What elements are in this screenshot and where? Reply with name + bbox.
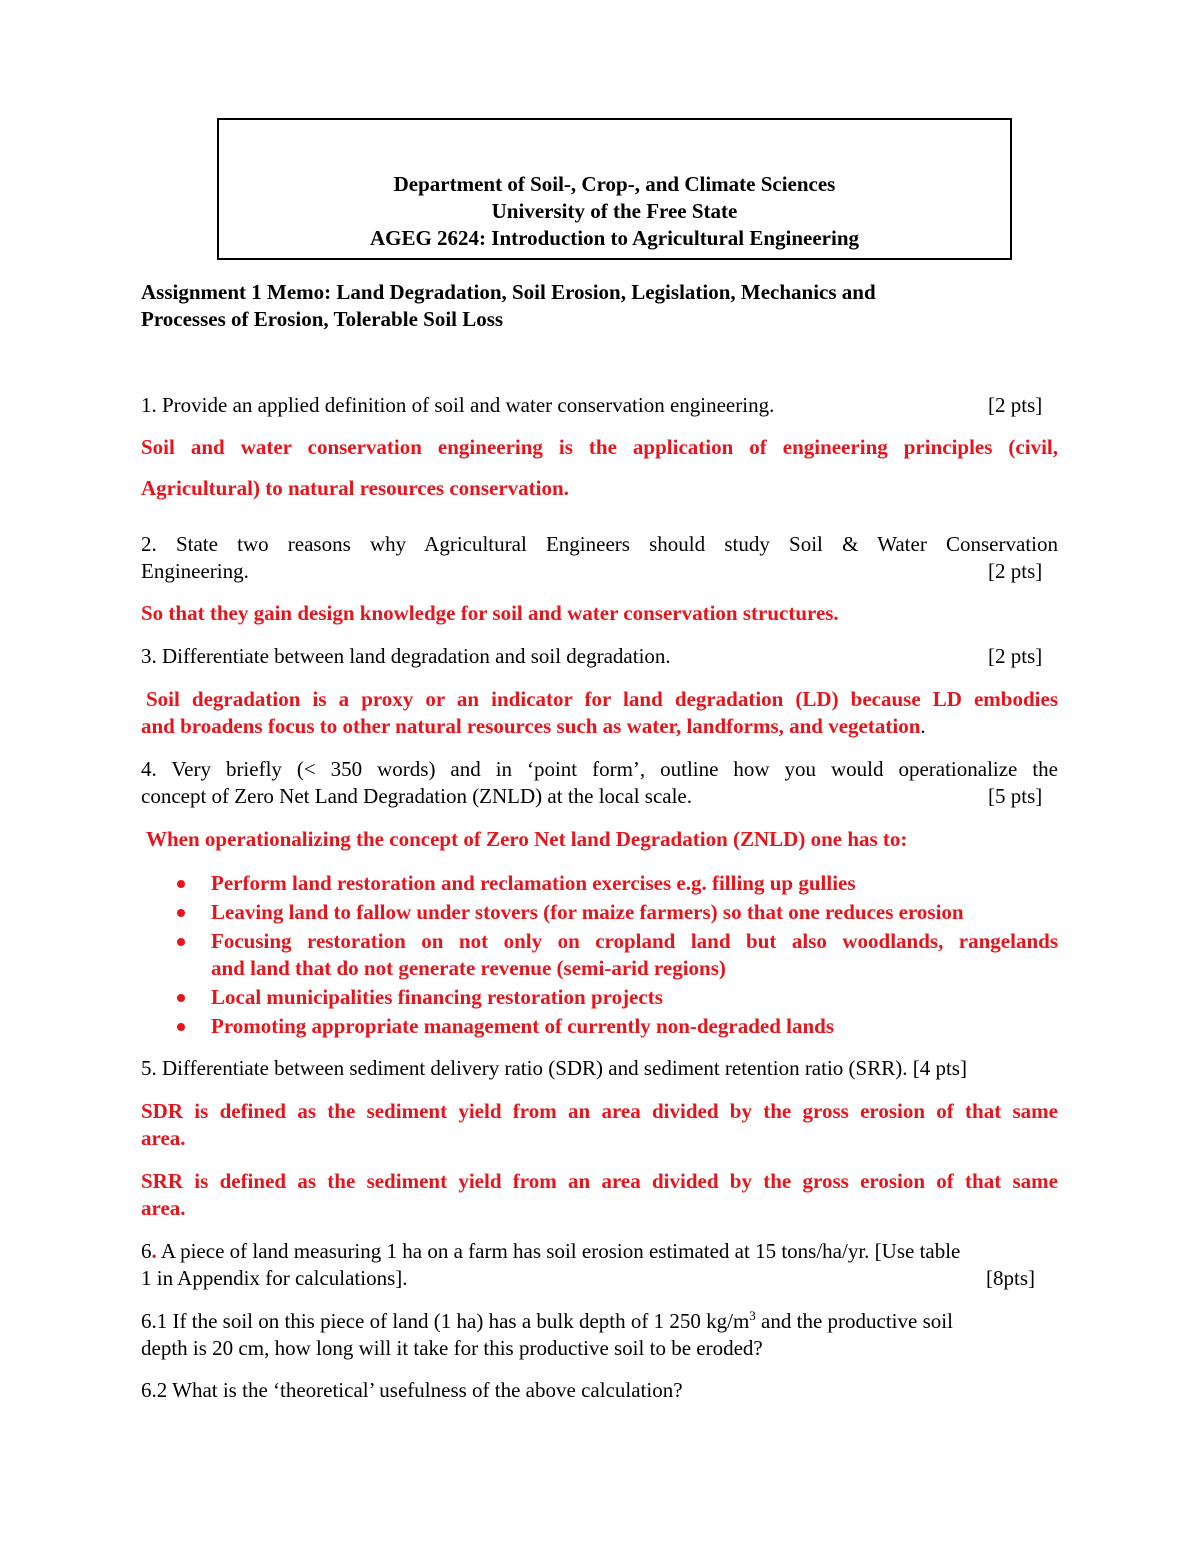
superscript-3: 3 <box>749 1308 756 1323</box>
question-1-points: [2 pts] <box>988 393 1043 417</box>
question-4-line1: 4. Very briefly (< 350 words) and in ‘point form’, outline how you would operationalize the <box>141 757 1058 781</box>
assignment-title-line1: Assignment 1 Memo: Land Degradation, Soil Erosion, Legislation, Mechanics and <box>141 280 876 304</box>
question-3: 3. Differentiate between land degradation and soil degradation. <box>141 644 671 668</box>
answer-3-line1: Soil degradation is a proxy or an indicator for land degradation (LD) because LD embodies <box>146 687 1058 711</box>
answer-4-bullet-3-cont: and land that do not generate revenue (semi-arid regions) <box>211 956 726 980</box>
bullet-icon <box>177 938 185 946</box>
bullet-icon <box>177 1023 185 1031</box>
course-title: AGEG 2624: Introduction to Agricultural Engineering <box>369 226 860 250</box>
answer-4-bullet-2: Leaving land to fallow under stovers (for maize farmers) so that one reduces erosion <box>211 900 964 924</box>
answer-3-line2: and broadens focus to other natural resources such as water, landforms, and vegetation <box>141 714 921 738</box>
bullet-icon <box>177 909 185 917</box>
answer-1-line2: Agricultural) to natural resources conservation. <box>141 476 569 500</box>
answer-5-sdr-line1: SDR is defined as the sediment yield from an area divided by the gross erosion of that same <box>141 1099 1058 1123</box>
question-6-line1 <box>141 1238 960 1265</box>
question-2-line1: 2. State two reasons why Agricultural Engineers should study Soil & Water Conservation <box>141 532 1058 556</box>
question-6-number-dot: . <box>151 1239 157 1263</box>
header-box <box>217 118 1012 260</box>
university-name: University of the Free State <box>491 199 738 223</box>
answer-5-srr-line1: SRR is defined as the sediment yield from an area divided by the gross erosion of that same <box>141 1169 1058 1193</box>
question-6-1-text-b: and the productive soil <box>755 1309 953 1333</box>
question-2-points: [2 pts] <box>988 559 1043 583</box>
answer-3-period: . <box>920 714 926 738</box>
answer-1-line1: Soil and water conservation engineering is the application of engineering principles (civil, <box>141 435 1058 459</box>
answer-4-bullet-5: Promoting appropriate management of currently non-degraded lands <box>211 1014 834 1038</box>
question-2-line2: Engineering. <box>141 559 249 583</box>
question-3-points: [2 pts] <box>988 644 1043 668</box>
question-5: 5. Differentiate between sediment delivery ratio (SDR) and sediment retention ratio (SRR). [4 pts] <box>141 1056 967 1080</box>
question-6-1-line2: depth is 20 cm, how long will it take for this productive soil to be eroded? <box>141 1336 763 1360</box>
question-6-text: A piece of land measuring 1 ha on a farm has soil erosion estimated at 15 tons/ha/yr. [Use table <box>156 1239 961 1263</box>
question-1: 1. Provide an applied definition of soil and water conservation engineering. <box>141 393 775 417</box>
department-name: Department of Soil-, Crop-, and Climate Sciences <box>393 172 836 196</box>
answer-5-srr-line2: area. <box>141 1196 186 1220</box>
question-6-1-line1 <box>141 1308 953 1335</box>
question-4-points: [5 pts] <box>988 784 1043 808</box>
answer-4-intro: When operationalizing the concept of Zero Net land Degradation (ZNLD) one has to: <box>146 827 908 851</box>
question-4-line2: concept of Zero Net Land Degradation (ZNLD) at the local scale. <box>141 784 693 808</box>
answer-5-sdr-line2: area. <box>141 1126 186 1150</box>
answer-4-bullet-3: Focusing restoration on not only on cropland land but also woodlands, rangelands <box>211 929 1058 953</box>
answer-2: So that they gain design knowledge for soil and water conservation structures. <box>141 601 839 625</box>
assignment-title-line2: Processes of Erosion, Tolerable Soil Loss <box>141 307 504 331</box>
question-6-1-text-a: 6.1 If the soil on this piece of land (1 ha) has a bulk depth of 1 250 kg/m <box>141 1309 750 1333</box>
answer-4-bullet-4: Local municipalities financing restoration projects <box>211 985 663 1009</box>
question-6-points: [8pts] <box>986 1266 1035 1290</box>
answer-4-bullet-1: Perform land restoration and reclamation exercises e.g. filling up gullies <box>211 871 856 895</box>
question-6-number: 6 <box>141 1239 152 1263</box>
bullet-icon <box>177 994 185 1002</box>
bullet-icon <box>177 880 185 888</box>
question-6-line2: 1 in Appendix for calculations]. <box>141 1266 408 1290</box>
question-6-2: 6.2 What is the ‘theoretical’ usefulness of the above calculation? <box>141 1378 683 1402</box>
answer-3-line2-wrap <box>141 713 926 740</box>
